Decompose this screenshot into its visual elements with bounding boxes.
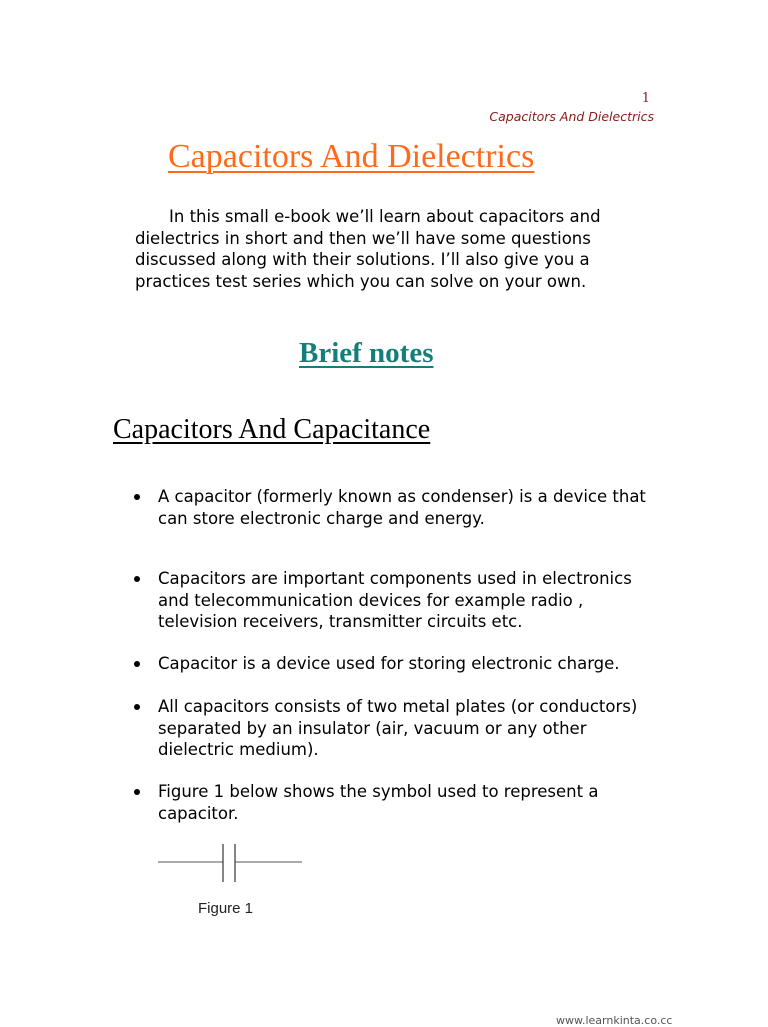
bullet-item <box>158 696 658 761</box>
bullet-icon <box>134 789 140 795</box>
bullet-text: Figure 1 below shows the symbol used to represent a capacitor. <box>158 782 599 823</box>
brief-notes-heading: Brief notes <box>299 337 434 369</box>
running-header: Capacitors And Dielectrics <box>489 109 654 124</box>
bullet-text: Capacitor is a device used for storing electronic charge. <box>158 654 620 673</box>
intro-paragraph <box>135 206 635 292</box>
bullet-icon <box>134 494 140 500</box>
bullet-text: A capacitor (formerly known as condenser) is a device that can store electronic charge and energy. <box>158 487 646 528</box>
bullet-icon <box>134 576 140 582</box>
bullet-text: Capacitors are important components used in electronics and telecommunication devices for example radio , television receivers, transmitter circuits etc. <box>158 569 632 631</box>
capacitor-symbol-icon <box>156 842 304 884</box>
bullet-icon <box>134 704 140 710</box>
bullet-text: All capacitors consists of two metal plates (or conductors) separated by an insulator (air, vacuum or any other dielectric medium). <box>158 697 638 759</box>
section-heading: Capacitors And Capacitance <box>113 414 431 445</box>
bullet-item <box>158 486 658 529</box>
bullet-item <box>158 653 658 675</box>
figure-caption: Figure 1 <box>198 900 254 917</box>
footer-url: www.learnkinta.co.cc <box>556 1014 673 1027</box>
intro-text: In this small e-book we’ll learn about capacitors and dielectrics in short and then we’ll have some questions discussed along with their solutions. I’ll also give you a practices test series which you can solve on your own. <box>135 207 601 291</box>
document-title: Capacitors And Dielectrics <box>168 138 535 175</box>
page-number: 1 <box>641 91 650 106</box>
bullet-item <box>158 781 658 824</box>
bullet-icon <box>134 661 140 667</box>
bullet-item <box>158 568 658 633</box>
